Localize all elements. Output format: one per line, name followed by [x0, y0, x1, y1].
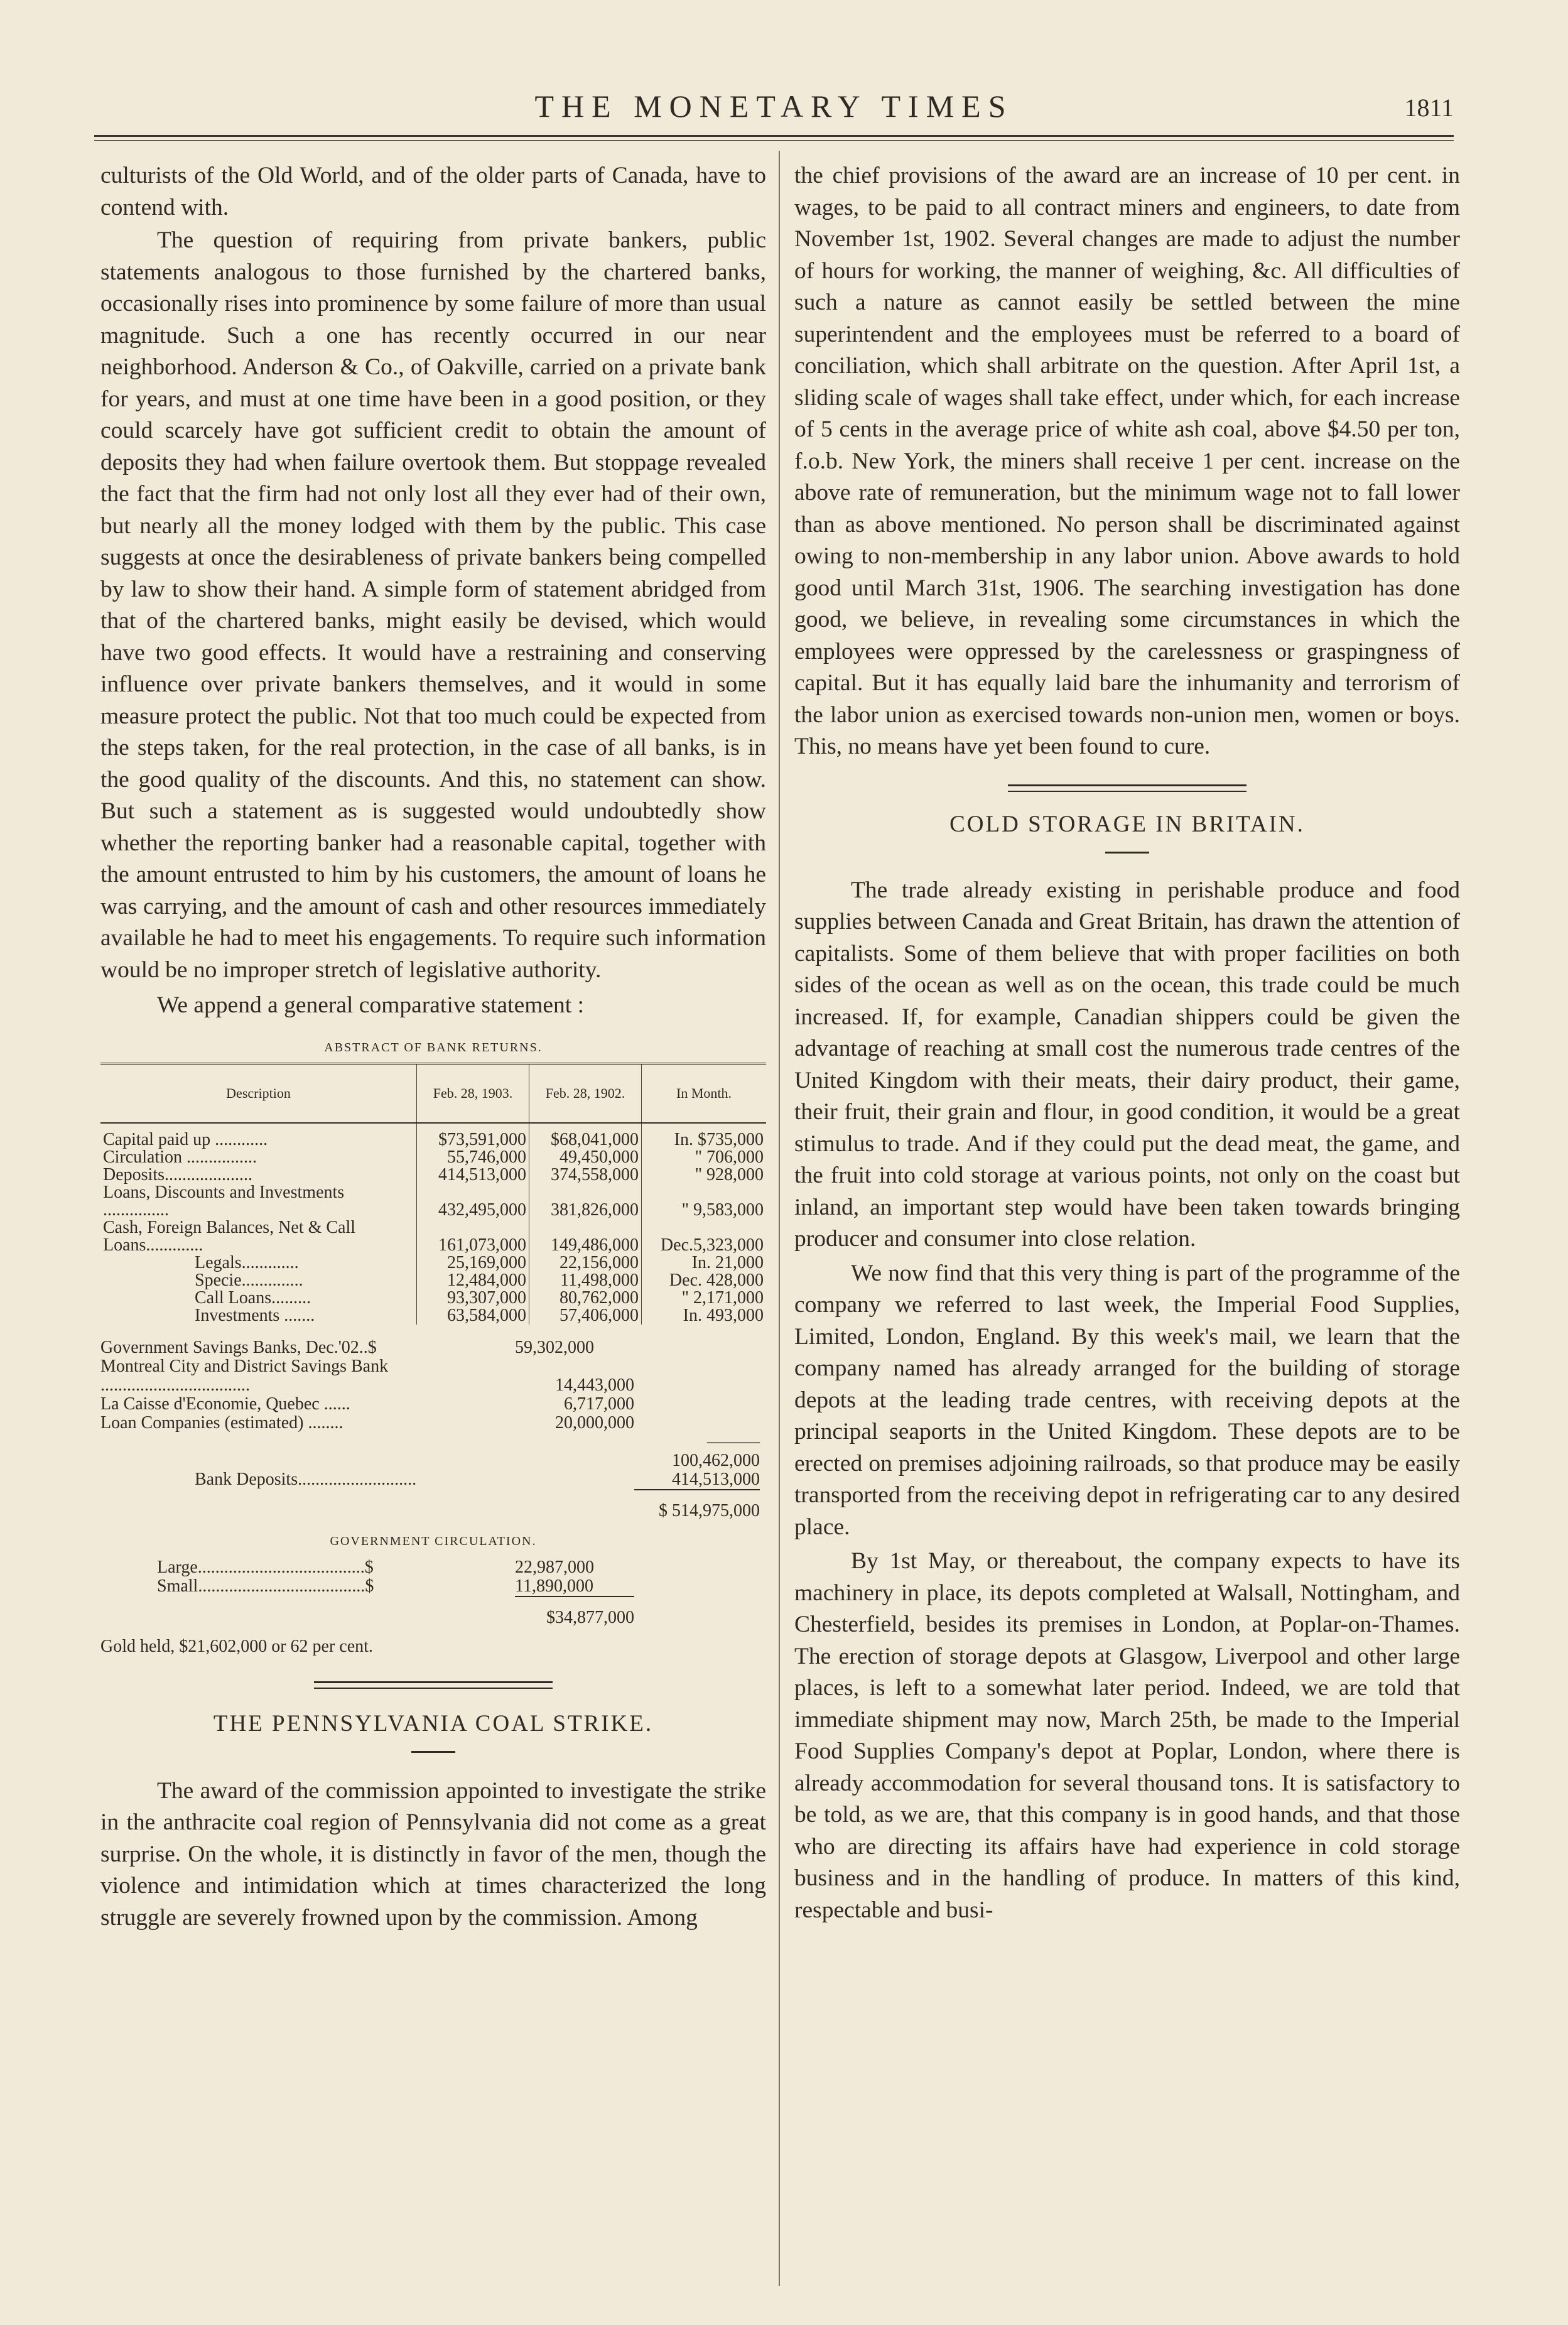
table-row — [100, 1307, 766, 1325]
table-cell: In. 21,000 — [642, 1254, 767, 1272]
table-header-row — [100, 1063, 766, 1123]
table-cell: 63,584,000 — [417, 1307, 529, 1325]
table-header-cell: In Month. — [642, 1063, 767, 1123]
summary-label: Large......................................$ — [157, 1557, 374, 1577]
table-cell: 11,498,000 — [529, 1272, 642, 1289]
summary-value: 22,987,000 — [515, 1557, 594, 1577]
summary-row — [100, 1502, 766, 1520]
summary-value: 6,717,000 — [564, 1394, 634, 1414]
left-column — [100, 160, 766, 1934]
table-cell: 25,169,000 — [417, 1254, 529, 1272]
page-header — [94, 88, 1454, 138]
table-cell: 161,073,000 — [417, 1219, 529, 1254]
summary-row — [100, 1433, 766, 1470]
table-cell: In. 493,000 — [642, 1307, 767, 1325]
table-cell: 414,513,000 — [417, 1166, 529, 1184]
table-cell: 49,450,000 — [529, 1149, 642, 1166]
table-cell: " 9,583,000 — [642, 1184, 767, 1219]
section-rule — [1008, 784, 1246, 792]
table-cell: 12,484,000 — [417, 1272, 529, 1289]
paragraph: the chief provisions of the award are an increase of 10 per cent. in wages, to be paid to all contract miners and engineers, to date from November 1st, 1902. Several changes are made to adjust the number of hours for working, the manner of weighing, &c. All difficulties of such a nature as cannot easily be settled between the mine superintendent and the employees must be referred to a board of conciliation, which shall arbitrate on the question. After April 1st, a sliding scale of wages shall take effect, under which, for each increase of 5 cents in the average price of white ash coal, above $4.50 per ton, f.o.b. New York, the miners shall receive 1 per cent. increase on the above rate of remuneration, but the minimum wage not to fall lower than as above mentioned. No person shall be discriminated against owing to non-membership in any labor union. Above awards to hold good until March 31st, 1906. The searching investigation has done good, we believe, in revealing some circumstances in which the employees were oppressed by the carelessness or graspingness of capital. But it has equally laid bare the inhumanity and terrorism of the labor union as exercised towards non-union men, women or boys. This, no means have yet been found to cure. — [794, 163, 1460, 759]
summary-label: Small......................................$ — [157, 1576, 374, 1596]
table-cell: 374,558,000 — [529, 1166, 642, 1184]
summary-row — [100, 1577, 766, 1597]
masthead-title: THE MONETARY TIMES — [534, 89, 1014, 124]
table-cell: Loans, Discounts and Investments ............... — [103, 1182, 345, 1220]
table-row — [100, 1289, 766, 1307]
column-divider — [779, 151, 780, 2286]
gold-held-note: Gold held, $21,602,000 or 62 per cent. — [100, 1636, 373, 1656]
table-cell: Circulation ................ — [103, 1147, 257, 1167]
paragraph: The question of requiring from private bankers, public statements analogous to those furnished by the chartered banks, occasionally rises into prominence by some failure of more than usual magnitude. Such a one has recently occurred in our near neighborhood. Anderson & Co., of Oakville, carried on a private bank for years, and must at one time have been in a good position, or they could scarcely have got sufficient credit to obtain the amount of deposits they had when failure overtook them. But stoppage revealed the fact that the firm had not only lost all they ever had of their own, but nearly all the money lodged with them by the public. This case suggests at once the desirableness of private bankers being compelled by law to show their hand. A simple form of statement abridged from that of the chartered banks, might easily be devised, which would have two good effects. It would have a restraining and conserving influence over private bankers themselves, and it would in some measure protect the public. Not that too much could be expected from the steps taken, for the real protection, in the case of all banks, is in the good quality of the discounts. And this, no statement can show. But such a statement as is suggested would undoubtedly show whether the reporting banker had a reasonable capital, together with the amount entrusted to him by his customers, the amount of loans he was carrying, and the amount of cash and other resources immediately available he had to meet his engagements. To require such information would be no improper stretch of legislative authority. — [100, 227, 766, 983]
table-cell: 432,495,000 — [417, 1184, 529, 1219]
table-header-cell: Description — [100, 1063, 417, 1123]
table-cell: 55,746,000 — [417, 1149, 529, 1166]
deposit-summary — [100, 1338, 766, 1656]
table-cell: $68,041,000 — [529, 1123, 642, 1149]
table-cell: " 706,000 — [642, 1149, 767, 1166]
table-row — [100, 1272, 766, 1289]
page-number: 1811 — [1404, 94, 1454, 122]
table-row — [100, 1123, 766, 1149]
table-cell: In. $735,000 — [642, 1123, 767, 1149]
summary-value: 14,443,000 — [555, 1375, 634, 1395]
table-cell: 93,307,000 — [417, 1289, 529, 1307]
table-cell: Dec.5,323,000 — [642, 1219, 767, 1254]
summary-value: 11,890,000 — [515, 1577, 634, 1597]
table-title: ABSTRACT OF BANK RETURNS. — [324, 1040, 543, 1054]
table-cell: " 2,171,000 — [642, 1289, 767, 1307]
summary-label: Loan Companies (estimated) ........ — [100, 1412, 343, 1433]
table-cell: Investments ....... — [195, 1305, 315, 1325]
summary-row — [100, 1558, 766, 1577]
paragraph: culturists of the Old World, and of the older parts of Canada, have to contend with. — [100, 163, 766, 220]
table-cell: Dec. 428,000 — [642, 1272, 767, 1289]
table-cell: Legals............. — [195, 1252, 299, 1272]
table-row — [100, 1219, 766, 1254]
paragraph: We append a general comparative statement : — [157, 992, 584, 1018]
summary-label: Government Savings Banks, Dec.'02..$ — [100, 1337, 377, 1357]
table-cell: 57,406,000 — [529, 1307, 642, 1325]
article-title: THE PENNSYLVANIA COAL STRIKE. — [213, 1710, 654, 1737]
table-row — [100, 1184, 766, 1219]
right-column — [794, 160, 1460, 1926]
summary-row — [100, 1414, 766, 1433]
table-row — [100, 1149, 766, 1166]
table-cell: 381,826,000 — [529, 1184, 642, 1219]
summary-total: $ 514,975,000 — [659, 1500, 760, 1520]
summary-label: Bank Deposits........................... — [195, 1469, 417, 1489]
table-row — [100, 1166, 766, 1184]
table-cell: Deposits.................... — [103, 1164, 252, 1184]
table-header-cell: Feb. 28, 1903. — [417, 1063, 529, 1123]
summary-label: La Caisse d'Economie, Quebec ...... — [100, 1394, 350, 1414]
summary-row — [100, 1357, 766, 1395]
section-heading: GOVERNMENT CIRCULATION. — [330, 1534, 537, 1548]
summary-row — [100, 1338, 766, 1357]
table-cell: $73,591,000 — [417, 1123, 529, 1149]
header-rule — [94, 135, 1454, 141]
table-cell: " 928,000 — [642, 1166, 767, 1184]
summary-row — [100, 1395, 766, 1414]
table-row — [100, 1254, 766, 1272]
paragraph: The award of the commission appointed to investigate the strike in the anthracite coal region of Pennsylvania did not come as a great surprise. On the whole, it is distinctly in favor of the men, though the violence and intimidation which at times characterized the long struggle are severely frowned upon by the commission. Among — [100, 1777, 766, 1931]
summary-subtotal: ———100,462,000 — [672, 1431, 760, 1470]
title-rule — [411, 1751, 455, 1753]
table-cell: Call Loans......... — [195, 1287, 311, 1308]
table-cell: Specie.............. — [195, 1270, 303, 1290]
table-cell: 22,156,000 — [529, 1254, 642, 1272]
table-header-cell: Feb. 28, 1902. — [529, 1063, 642, 1123]
section-rule — [314, 1681, 553, 1689]
table-cell: 80,762,000 — [529, 1289, 642, 1307]
summary-total: $34,877,000 — [546, 1607, 634, 1627]
summary-row — [100, 1470, 766, 1490]
title-rule — [1105, 852, 1149, 854]
summary-value: 414,513,000 — [634, 1470, 760, 1490]
summary-value: 20,000,000 — [555, 1412, 634, 1433]
table-cell: Capital paid up ............ — [103, 1129, 268, 1149]
bank-returns-table — [100, 1063, 766, 1325]
article-title: COLD STORAGE IN BRITAIN. — [949, 811, 1305, 837]
summary-label: Montreal City and District Savings Bank .................................. — [100, 1356, 389, 1395]
paragraph: The trade already existing in perishable produce and food supplies between Canada and Great Britain, has drawn the attention of capitalists. Some of them believe that with proper facilities on both sides of the ocean as well as on the ocean, this trade could be much increased. If, for example, Canadian shippers could be given the advantage of reaching at small cost the numerous trade centres of the United Kingdom with their meats, their dairy product, their game, their fruit, their grain and flour, in good condition, it would be a great stimulus to trade. And if they could put the dead meat, the game, and the fruit into cold storage at various points, not only on the coast but inland, an important step would have been taken towards bringing producer and consumer into close relation. — [794, 877, 1460, 1252]
table-cell: 149,486,000 — [529, 1219, 642, 1254]
paragraph: By 1st May, or thereabout, the company expects to have its machinery in place, its depots completed at Walsall, Nottingham, and Chesterfield, besides its premises in London, at Poplar-on-Thames. The erection of storage depots at Glasgow, Liverpool and other large places, is left to a somewhat later period. Indeed, we are told that immediate shipment may now, March 25th, be made to the Imperial Food Supplies Company's depot at Poplar, London, where there is already accommodation for several thousand tons. It is satisfactory to be told, as we are, that this company is in good hands, and that those who are directing its affairs have had experience in cold storage business and in the handling of produce. In matters of this kind, respectable and busi- — [794, 1548, 1460, 1923]
paragraph: We now find that this very thing is part of the programme of the company we referred to last week, the Imperial Food Supplies, Limited, London, England. By this week's mail, we learn that the company named has already arranged for the building of storage depots at the leading trade centres, with receiving depots at the principal seaports in the United Kingdom. These depots are to be erected on premises adjoining railroads, so that produce may be easily transported from the receiving depot in refrigerating car to any desired place. — [794, 1260, 1460, 1540]
table-cell: Cash, Foreign Balances, Net & Call Loans............. — [103, 1217, 356, 1255]
summary-row — [100, 1608, 766, 1627]
summary-value: 59,302,000 — [515, 1337, 594, 1357]
